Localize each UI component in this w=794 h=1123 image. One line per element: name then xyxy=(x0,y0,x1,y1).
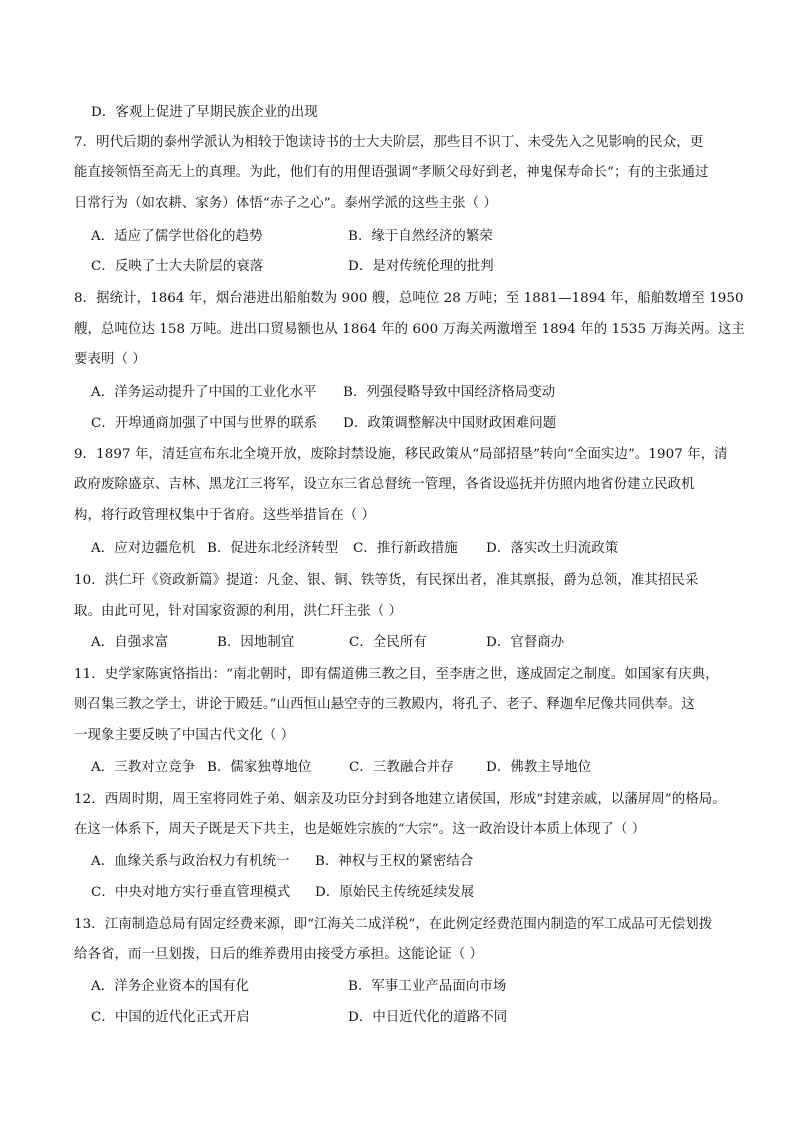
q13-option-a[interactable]: A．洋务企业资本的国有化 xyxy=(91,979,250,994)
q12-option-d[interactable]: D．原始民主传统延续发展 xyxy=(315,885,475,900)
q13-option-c[interactable]: C．中国的近代化正式开启 xyxy=(91,1010,250,1025)
question-13-line-1: 13．江南制造总局有固定经费来源，即“江海关二成洋税”，在此例定经费范围内制造的军工成品可无偿划拨 xyxy=(74,917,713,932)
q13-option-b[interactable]: B．军事工业产品面向市场 xyxy=(348,979,507,994)
q13-option-d[interactable]: D．中日近代化的道路不同 xyxy=(348,1010,508,1025)
question-9-line-1: 9．1897 年，清廷宣布东北全境开放，废除封禁设施，移民政策从“局部招垦”转向“全面实边”。1907 年，清 xyxy=(74,447,728,462)
q8-option-a[interactable]: A．洋务运动提升了中国的工业化水平 xyxy=(91,385,317,400)
q10-option-c[interactable]: C．全民所有 xyxy=(349,635,427,650)
q7-option-b[interactable]: B．缘于自然经济的繁荣 xyxy=(348,229,493,244)
q9-option-c[interactable]: C．推行新政措施 xyxy=(353,541,458,556)
q11-option-a[interactable]: A．三教对立竞争 xyxy=(91,760,196,775)
q11-option-c[interactable]: C．三教融合并存 xyxy=(349,760,454,775)
question-9-line-3: 构，将行政管理权集中于省府。这些举措旨在（ ） xyxy=(74,508,376,523)
q9-option-a[interactable]: A．应对边疆危机 xyxy=(91,541,196,556)
q10-option-a[interactable]: A．自强求富 xyxy=(91,635,169,650)
question-11-line-3: 一现象主要反映了中国古代文化（ ） xyxy=(74,728,295,743)
q9-option-d[interactable]: D．落实改土归流政策 xyxy=(486,541,619,556)
question-7-line-2: 能直接领悟至高无上的真理。为此，他们有的用俚语强调“孝顺父母好到老，神鬼保寿命长”；有的主张通过 xyxy=(74,165,709,180)
question-12-line-2: 在这一体系下，周天子既是天下共主，也是姬姓宗族的“大宗”。这一政治设计本质上体现了（ ） xyxy=(74,822,646,837)
q12-option-a[interactable]: A．血缘关系与政治权力有机统一 xyxy=(91,854,290,869)
question-13-line-2: 给各省，而一旦划拨，日后的维养费用由接受方承担。这能论证（ ） xyxy=(74,947,484,962)
q12-option-b[interactable]: B．神权与王权的紧密结合 xyxy=(315,854,474,869)
q7-option-c[interactable]: C．反映了士大夫阶层的衰落 xyxy=(91,259,264,274)
question-12-line-1: 12．西周时期，周王室将同姓子弟、姻亲及功臣分封到各地建立诸侯国，形成“封建亲戚，以藩屏周”的格局。 xyxy=(74,792,726,807)
q10-option-b[interactable]: B．因地制宜 xyxy=(217,635,295,650)
q11-option-b[interactable]: B．儒家独尊地位 xyxy=(207,760,312,775)
question-10-line-2: 取。由此可见，针对国家资源的利用，洪仁玕主张（ ） xyxy=(74,604,403,619)
question-7-line-3: 日常行为（如农耕、家务）体悟“赤子之心”。泰州学派的这些主张（ ） xyxy=(74,196,497,211)
q7-option-d[interactable]: D．是对传统伦理的批判 xyxy=(348,259,494,274)
question-9-line-2: 政府废除盛京、吉林、黑龙江三将军，设立东三省总督统一管理，各省设巡抚并仿照内地省份建立民政机 xyxy=(74,477,695,492)
question-8-line-3: 要表明（ ） xyxy=(74,352,146,367)
q8-option-d[interactable]: D．政策调整解决中国财政困难问题 xyxy=(343,416,557,431)
question-11-line-1: 11．史学家陈寅恪指出：“南北朝时，即有儒道佛三教之目，至李唐之世，遂成固定之制度。如国家有庆典， xyxy=(74,667,719,682)
question-11-line-2: 则召集三教之学士，讲论于殿廷。”山西恒山悬空寺的三教殿内，将孔子、老子、释迦牟尼像共同供奉。这 xyxy=(74,697,695,712)
q10-option-d[interactable]: D．官督商办 xyxy=(486,635,565,650)
q8-option-c[interactable]: C．开埠通商加强了中国与世界的联系 xyxy=(91,416,318,431)
q8-option-b[interactable]: B．列强侵略导致中国经济格局变动 xyxy=(343,385,556,400)
q9-option-b[interactable]: B．促进东北经济转型 xyxy=(207,541,339,556)
question-10-line-1: 10．洪仁玕《资政新篇》提道：凡金、银、铜、铁等货，有民探出者，准其禀报，爵为总领，准其招民采 xyxy=(74,573,699,588)
question-8-line-2: 艘，总吨位达 158 万吨。进出口贸易额也从 1864 年的 600 万海关两激增至 1894 年的 1535 万海关两。这主 xyxy=(74,322,745,337)
q12-option-c[interactable]: C．中央对地方实行垂直管理模式 xyxy=(91,885,291,900)
q6-option-d: D．客观上促进了早期民族企业的出现 xyxy=(91,105,318,120)
question-8-line-1: 8．据统计，1864 年，烟台港进出船舶数为 900 艘，总吨位 28 万吨；至 1881—1894 年，船舶数增至 1950 xyxy=(74,291,744,306)
question-7-line-1: 7．明代后期的泰州学派认为相较于饱读诗书的士大夫阶层，那些目不识丁、未受先入之见影响的民众，更 xyxy=(74,135,704,150)
q7-option-a[interactable]: A．适应了儒学世俗化的趋势 xyxy=(91,229,263,244)
q11-option-d[interactable]: D．佛教主导地位 xyxy=(486,760,592,775)
